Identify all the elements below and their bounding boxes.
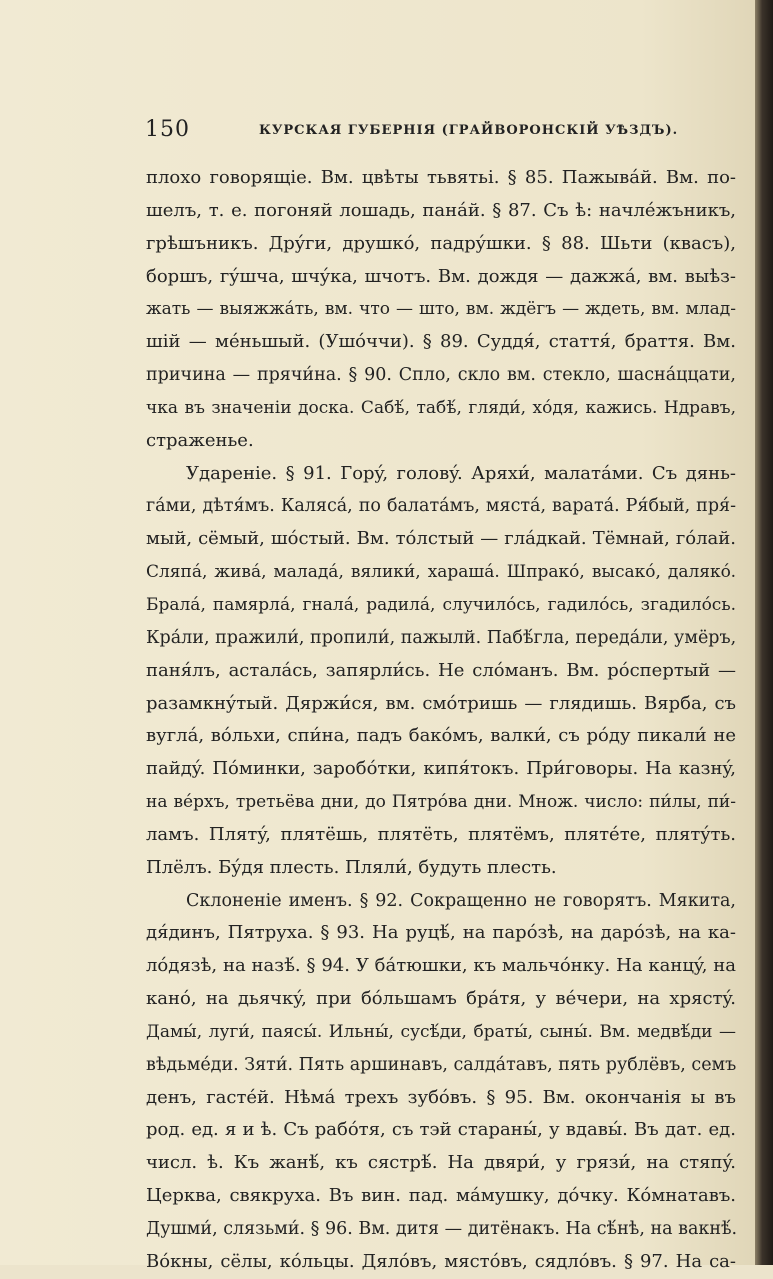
- text-line: шій — мéньшый. (Ушóччи). § 89. Суддя́, стаття́, браття. Вм.: [146, 331, 736, 353]
- text-line: денъ, гастéй. Нѣмá трехъ зубóвъ. § 95. Вм. окончанія ы въ: [146, 1086, 736, 1108]
- text-line: канó, на дьячкý, при бóльшамъ брáтя, у вéчери, на хрястý.: [146, 988, 736, 1010]
- text-line: род. ед. я и ѣ. Съ рабóтя, съ тэй стараны́, у вдавы́. Въ дат. ед.: [146, 1119, 736, 1141]
- text-line: вуглá, вóльхи, спи́на, падъ бакóмъ, валки́, съ рóду пикали́ не: [146, 725, 736, 747]
- text-line: Бралá, памярлá, гналá, радилá, случилóсь, гадилóсь, згадилóсь.: [146, 594, 736, 615]
- text-line: боршъ, гýшча, шчýка, шчотъ. Вм. дождя — дажжá, вм. выѣз-: [146, 265, 736, 287]
- page-number: 150: [145, 117, 190, 142]
- text-line: чка въ значеніи доска. Сабѣ́, табѣ́, гляди́, хóдя, кажись. Ндравъ,: [146, 397, 736, 418]
- text-line: Душми́, слязьми́. § 96. Вм. дитя — дитёнакъ. На сѣ́нѣ, на вакнѣ́.: [146, 1219, 738, 1239]
- text-line: паня́лъ, асталáсь, запярли́сь. Не слóманъ. Вм. рóспертый —: [146, 659, 736, 681]
- text-line: гáми, дѣтя́мъ. Калясá, по балатáмъ, мястá, варатá. Ря́бый, пря́-: [146, 496, 736, 517]
- text-line: ламъ. Плятý, плятёшь, плятёть, плятёмъ, плятéте, плятýть.: [146, 823, 736, 845]
- text-line: страженье.: [146, 429, 254, 451]
- text-line: лóдязѣ, на назѣ́. § 94. У бáтюшки, къ мальчóнку. На канцý, на: [146, 955, 736, 977]
- paragraph-start-line: Удареніе. § 91. Горý, головý. Аряхи́, малатáми. Съ дянь-: [186, 462, 736, 484]
- text-line: Сляпá, живá, маладá, вялики́, харашá. Шпракó, высакó, далякó.: [146, 562, 736, 583]
- text-line: вѣдьмéди. Зяти́. Пять аршинавъ, салдáтавъ, пять рублёвъ, семъ: [146, 1054, 737, 1075]
- text-line: пайдý. Пóминки, заробóтки, кипя́токъ. При́говоры. На казнý,: [146, 758, 736, 780]
- text-line: Плёлъ. Бýдя плесть. Пляли́, будуть плесть.: [146, 856, 557, 878]
- text-line: Крáли, пражили́, пропили́, пажылй. Пабѣ́гла, передáли, умёръ,: [146, 627, 737, 648]
- text-line: разамкнýтый. Дяржи́ся, вм. смóтришь — глядишь. Вярба, съ: [146, 692, 736, 714]
- text-line: на вéрхъ, третьёва дни, до Пятрóва дни. Множ. число: пи́лы, пи́-: [146, 792, 736, 813]
- body-text: [146, 162, 736, 1279]
- text-line: дя́динъ, Пятруха. § 93. На руцѣ́, на парóзѣ, на дарóзѣ, на ка-: [146, 922, 736, 944]
- text-line: шелъ, т. е. погоняй лошадь, панáй. § 87. Съ ѣ: начлéжъникъ,: [146, 199, 736, 221]
- text-line: Церква, свякруха. Въ вин. пад. мáмушку, дóчку. Кóмнатавъ.: [146, 1185, 736, 1207]
- running-title: КУРСКАЯ ГУБЕРНІЯ (ГРАЙВОРОНСКІЙ УѢЗДЪ).: [259, 123, 679, 138]
- text-line: Дамы́, луги́, паясы́. Ильны́, сусѣ́ди, браты́, сыны́. Вм. медвѣ́ди —: [146, 1021, 736, 1042]
- text-line: жать — выяжжáть, вм. что — што, вм. ждёгъ — ждеть, вм. млад-: [146, 299, 736, 320]
- text-line: числ. ѣ. Къ жанѣ́, къ сястрѣ́. На двяри́, у грязи́, на стяпý.: [146, 1152, 736, 1174]
- text-line: плохо говорящіе. Вм. цвѣты тьвятьі. § 85. Пажывáй. Вм. по-: [146, 167, 736, 188]
- text-line: мый, сёмый, шóстый. Вм. тóлстый — глáдкай. Тёмнай, гóлай.: [146, 528, 736, 550]
- text-line: Вóкны, сёлы, кóльцы. Дялóвъ, мястóвъ, сядлóвъ. § 97. На са-: [146, 1250, 736, 1272]
- text-line: причина — прячи́на. § 90. Спло, скло вм. стекло, шаснáццати,: [146, 365, 736, 386]
- book-spine-edge: [755, 0, 773, 1265]
- page-header: [145, 113, 735, 145]
- paragraph-start-line: Склоненіе именъ. § 92. Сокращенно не говорятъ. Мякита,: [186, 890, 736, 911]
- text-line: грѣшъникъ. Дрýги, друшкó, падрýшки. § 88. Шьти (квасъ),: [146, 232, 736, 254]
